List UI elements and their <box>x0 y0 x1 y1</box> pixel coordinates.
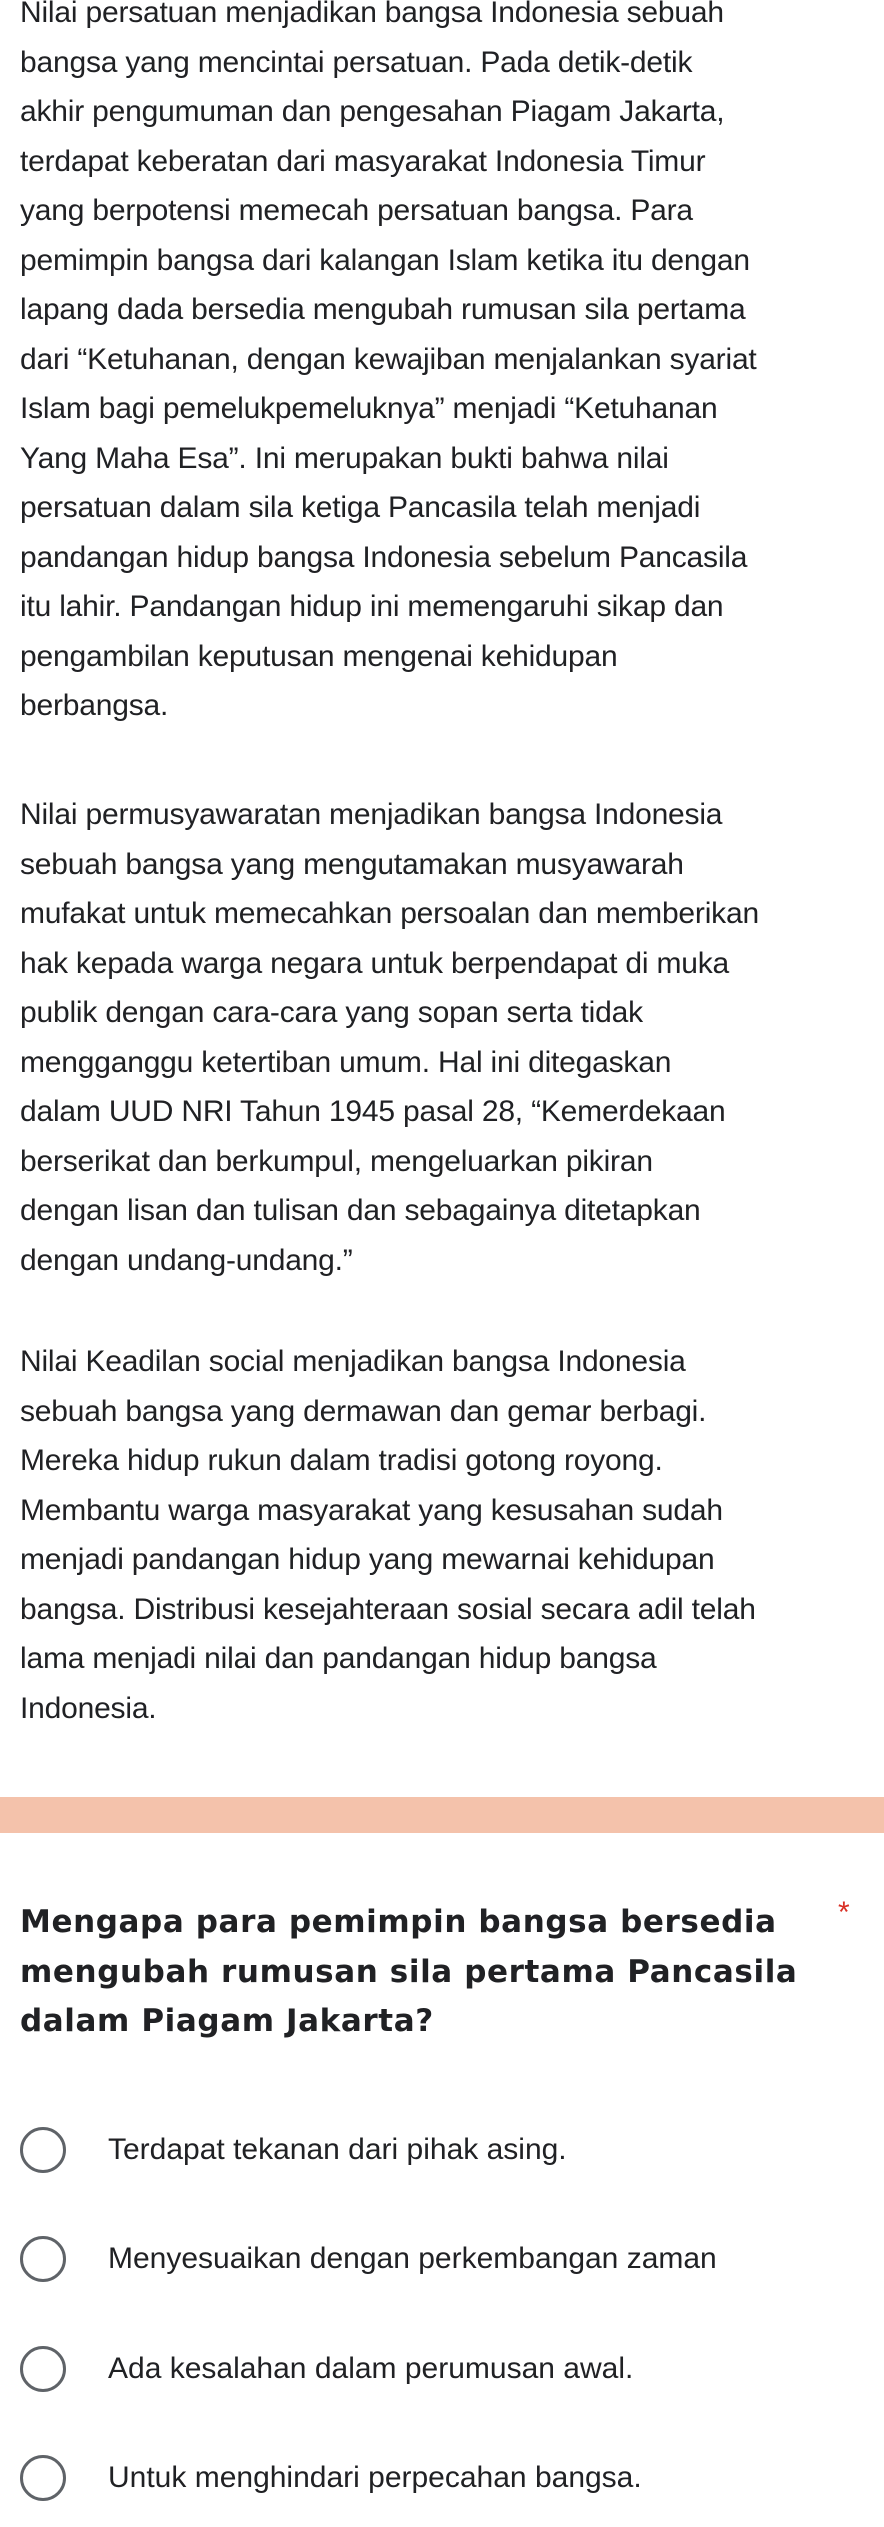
answer-option-4[interactable] <box>20 2448 860 2508</box>
radio-button-icon[interactable] <box>20 2346 66 2392</box>
required-asterisk: * <box>838 1896 850 1929</box>
answer-option-label: Menyesuaikan dengan perkembangan zaman <box>108 2242 717 2275</box>
radio-button-icon[interactable] <box>20 2236 66 2282</box>
answer-option-2[interactable] <box>20 2229 860 2289</box>
section-divider-bar <box>0 1797 884 1833</box>
passage-paragraph-persatuan: Nilai persatuan menjadikan bangsa Indonesia sebuah bangsa yang mencintai persatuan. Pada detik-detik akhir pengumuman dan pengesahan Piagam Jakarta, terdapat keberatan dari masyarakat Indonesia Timur yang berpotensi memecah persatuan bangsa. Para pemimpin bangsa dari kalangan Islam ketika itu dengan lapang dada bersedia mengubah rumusan sila pertama dari “Ketuhanan, dengan kewajiban menjalankan syariat Islam bagi pemelukpemeluknya” menjadi “Ketuhanan Yang Maha Esa”. Ini merupakan bukti bahwa nilai persatuan dalam sila ketiga Pancasila telah menjadi pandangan hidup bangsa Indonesia sebelum Pancasila itu lahir. Pandangan hidup ini memengaruhi sikap dan pengambilan keputusan mengenai kehidupan berbangsa. <box>20 0 757 722</box>
answer-option-label: Ada kesalahan dalam perumusan awal. <box>108 2352 634 2385</box>
answer-option-label: Terdapat tekanan dari pihak asing. <box>108 2133 567 2166</box>
radio-button-icon[interactable] <box>20 2127 66 2173</box>
answer-option-3[interactable] <box>20 2339 860 2399</box>
question-title: Mengapa para pemimpin bangsa bersedia mengubah rumusan sila pertama Pancasila dalam Piagam Jakarta? <box>20 1904 798 2039</box>
passage-paragraph-keadilan: Nilai Keadilan social menjadikan bangsa Indonesia sebuah bangsa yang dermawan dan gemar berbagi. Mereka hidup rukun dalam tradisi gotong royong. Membantu warga masyarakat yang kesusahan sudah menjadi pandangan hidup yang mewarnai kehidupan bangsa. Distribusi kesejahteraan sosial secara adil telah lama menjadi nilai dan pandangan hidup bangsa Indonesia. <box>20 1345 756 1725</box>
answer-option-label: Untuk menghindari perpecahan bangsa. <box>108 2461 642 2494</box>
radio-button-icon[interactable] <box>20 2455 66 2501</box>
passage-paragraph-permusyawaratan: Nilai permusyawaratan menjadikan bangsa Indonesia sebuah bangsa yang mengutamakan musyawarah mufakat untuk memecahkan persoalan dan memberikan hak kepada warga negara untuk berpendapat di muka publik dengan cara-cara yang sopan serta tidak mengganggu ketertiban umum. Hal ini ditegaskan dalam UUD NRI Tahun 1945 pasal 28, “Kemerdekaan berserikat dan berkumpul, mengeluarkan pikiran dengan lisan dan tulisan dan sebagainya ditetapkan dengan undang-undang.” <box>20 798 759 1277</box>
answer-option-1[interactable] <box>20 2120 860 2180</box>
